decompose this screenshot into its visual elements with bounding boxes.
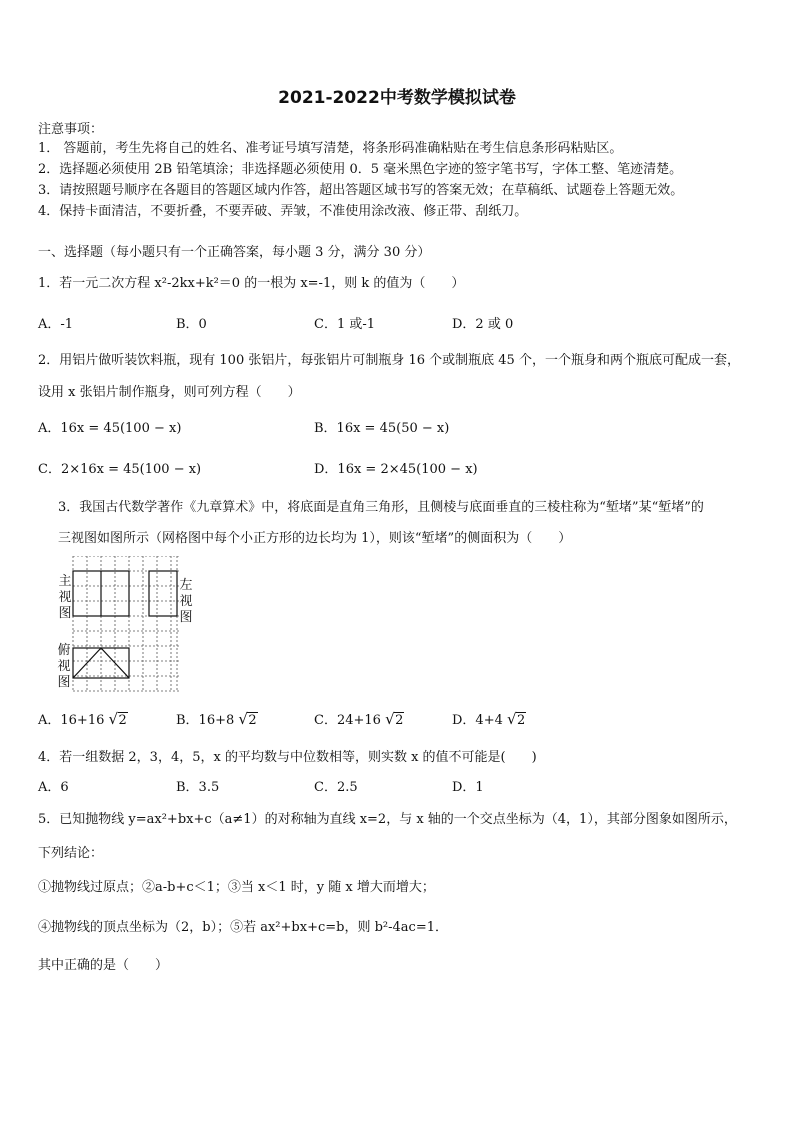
notice-item-4: 4．保持卡面清洁，不要折叠，不要弄破、弄皱，不准使用涂改液、修正带、刮纸刀。 [38,204,528,219]
question-5-stem-line1: 5．已知抛物线 y=ax²+bx+c（a≠1）的对称轴为直线 x=2，与 x 轴的一个交点坐标为（4，1），其部分图象如图所示， [38,812,737,827]
question-2-stem-line2: 设用 x 张铝片制作瓶身，则可列方程（ ） [38,385,301,400]
question-4-option-b: B．3.5 [176,780,220,795]
sqrt-symbol: √ 2 [385,710,404,728]
sqrt-symbol: √ 2 [507,710,526,728]
three-view-figure [57,556,207,696]
question-2-option-d: D．16x = 2×45(100 − x) [314,462,478,477]
question-3-option-b-radicand: 2 [248,713,257,728]
question-2-option-a: A．16x = 45(100 − x) [38,421,182,436]
top-view-label-2: 视 [57,659,71,674]
question-1-option-d: D．2 或 0 [452,317,514,332]
question-1-stem: 1．若一元二次方程 x²-2kx+k²＝0 的一根为 x=-1，则 k 的值为（ ） [38,276,465,291]
question-5-stem-line2: 下列结论： [38,846,104,861]
question-4-stem: 4．若一组数据 2，3，4，5，x 的平均数与中位数相等，则实数 x 的值不可能是( ) [38,750,537,765]
top-view-label-3: 图 [57,675,71,690]
question-3-option-a-prefix: A．16+16 [38,713,105,728]
section-heading: 一、选择题（每小题只有一个正确答案，每小题 3 分，满分 30 分） [38,245,431,260]
question-3-option-a-radicand: 2 [118,713,127,728]
question-4-option-a: A．6 [38,780,69,795]
question-2-option-c: C．2×16x = 45(100 − x) [38,462,202,477]
question-1-option-c: C．1 或-1 [314,317,376,332]
question-3-option-d-prefix: D．4+4 [452,713,503,728]
question-3-option-b [176,712,258,730]
question-3-option-c [314,712,404,730]
notice-item-1: 1． 答题前，考生先将自己的姓名、准考证号填写清楚，将条形码准确粘贴在考生信息条形码粘贴区。 [38,141,623,156]
question-3-option-b-prefix: B．16+8 [176,713,235,728]
question-5-prompt: 其中正确的是（ ） [38,958,169,973]
question-5-conclusions-line1: ①抛物线过原点；②a-b+c＜1；③当 x＜1 时，y 随 x 增大而增大； [38,880,435,895]
front-view-shape [73,571,129,616]
question-2-stem-line1: 2．用铝片做听装饮料瓶，现有 100 张铝片，每张铝片可制瓶身 16 个或制瓶底 45 个，一个瓶身和两个瓶底可配成一套， [38,353,740,368]
question-3-option-d-radicand: 2 [517,713,526,728]
left-view-shape [149,571,177,616]
question-1-option-a: A．-1 [38,317,74,332]
sqrt-symbol: √ 2 [238,710,257,728]
notice-heading: 注意事项： [38,122,104,137]
question-2-option-b: B．16x = 45(50 − x) [314,421,450,436]
question-1-option-b: B．0 [176,317,207,332]
question-5-conclusions-line2: ④抛物线的顶点坐标为（2，b）；⑤若 ax²+bx+c=b，则 b²-4ac=1． [38,920,448,935]
left-view-label-3: 图 [179,610,193,625]
sqrt-symbol: √ 2 [108,710,127,728]
question-4-option-c: C．2.5 [314,780,358,795]
front-view-label-1: 主 [58,574,72,589]
three-view-diagram [57,556,207,696]
question-3-option-a [38,712,128,730]
front-view-label-3: 图 [58,606,72,621]
question-3-stem-line2: 三视图如图所示（网格图中每个小正方形的边长均为 1），则该“堑堵”的侧面积为（ ） [58,531,572,546]
left-view-label-1: 左 [179,578,193,593]
top-view-label-1: 俯 [57,643,71,658]
exam-title: 2021-2022中考数学模拟试卷 [278,88,516,108]
front-view-label-2: 视 [58,590,72,605]
question-3-option-c-prefix: C．24+16 [314,713,381,728]
notice-item-2: 2．选择题必须使用 2B 铅笔填涂；非选择题必须使用 0．5 毫米黑色字迹的签字笔书写，字体工整、笔迹清楚。 [38,162,683,177]
notice-item-3: 3．请按照题号顺序在各题目的答题区域内作答，超出答题区域书写的答案无效；在草稿纸、试题卷上答题无效。 [38,183,684,198]
question-3-option-d [452,712,526,730]
question-3-stem-line1: 3．我国古代数学著作《九章算术》中，将底面是直角三角形，且侧棱与底面垂直的三棱柱称为“堑堵”某“堑堵”的 [58,500,704,515]
dotted-grid [73,556,179,692]
question-4-option-d: D．1 [452,780,484,795]
question-3-option-c-radicand: 2 [395,713,404,728]
left-view-label-2: 视 [179,594,193,609]
